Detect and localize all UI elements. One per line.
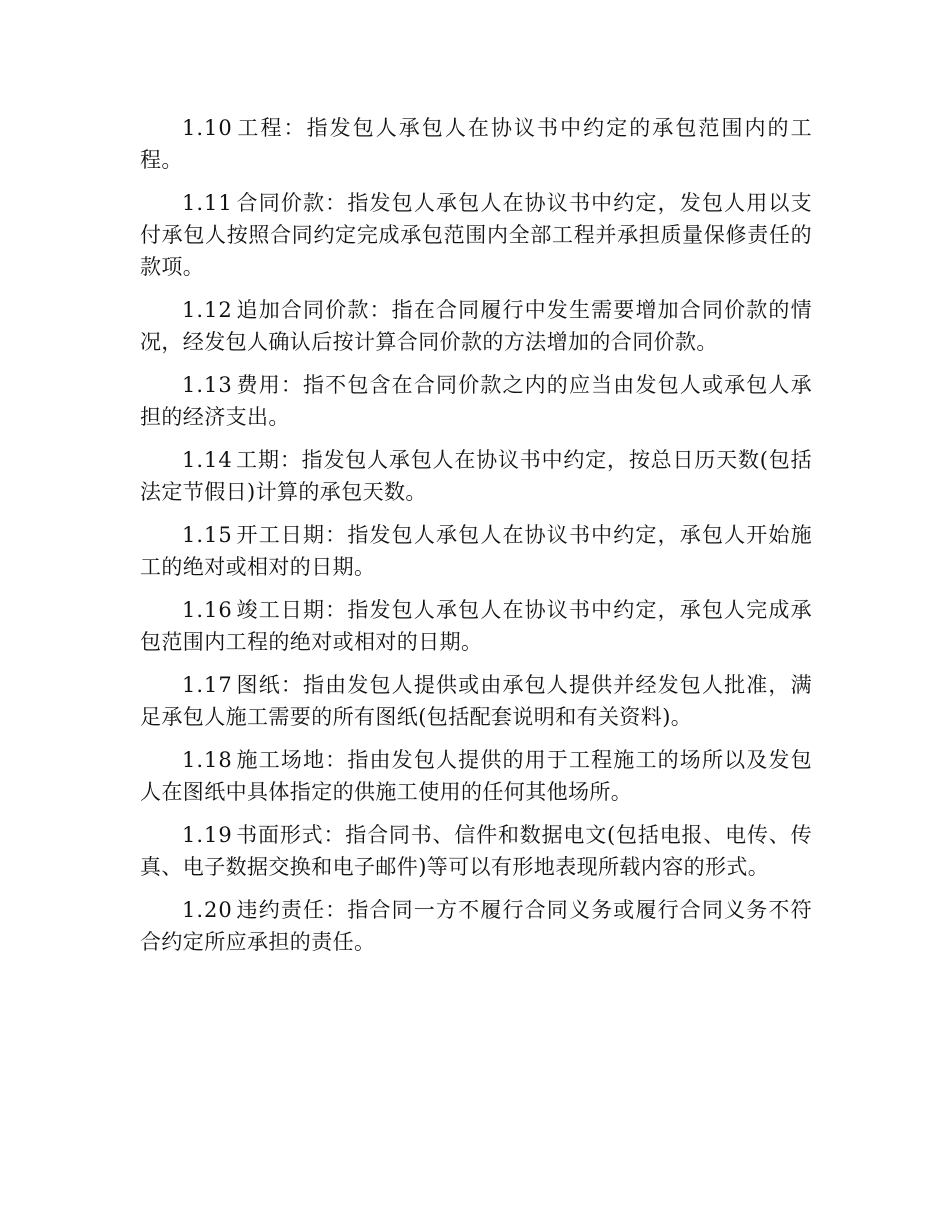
clause-1-16 (140, 594, 812, 658)
clause-1-11 (140, 187, 812, 283)
clause-number: 1.18 (182, 748, 233, 772)
clause-1-15 (140, 519, 812, 583)
clause-number: 1.14 (182, 448, 233, 472)
clause-1-12 (140, 294, 812, 358)
clause-1-19 (140, 819, 812, 883)
clause-text: 费用：指不包含在合同价款之内的应当由发包人或承包人承担的经济支出。 (140, 373, 812, 429)
clause-list (140, 112, 812, 969)
clause-number: 1.13 (182, 373, 233, 397)
clause-number: 1.15 (182, 523, 233, 547)
clause-text: 开工日期：指发包人承包人在协议书中约定，承包人开始施工的绝对或相对的日期。 (140, 523, 812, 579)
clause-number: 1.12 (182, 298, 233, 322)
clause-text: 施工场地：指由发包人提供的用于工程施工的场所以及发包人在图纸中具体指定的供施工使用的任何其他场所。 (140, 748, 812, 804)
clause-text: 竣工日期：指发包人承包人在协议书中约定，承包人完成承包范围内工程的绝对或相对的日期。 (140, 598, 812, 654)
clause-number: 1.19 (182, 823, 233, 847)
clause-text: 合同价款：指发包人承包人在协议书中约定，发包人用以支付承包人按照合同约定完成承包范围内全部工程并承担质量保修责任的款项。 (140, 191, 812, 279)
clause-text: 工期：指发包人承包人在协议书中约定，按总日历天数(包括法定节假日)计算的承包天数。 (140, 448, 812, 504)
clause-number: 1.20 (182, 898, 233, 922)
clause-1-18 (140, 744, 812, 808)
clause-text: 违约责任：指合同一方不履行合同义务或履行合同义务不符合约定所应承担的责任。 (140, 898, 812, 954)
clause-text: 工程：指发包人承包人在协议书中约定的承包范围内的工程。 (140, 116, 812, 172)
clause-number: 1.16 (182, 598, 233, 622)
clause-1-13 (140, 369, 812, 433)
clause-text: 书面形式：指合同书、信件和数据电文(包括电报、电传、传真、电子数据交换和电子邮件)等可以有形地表现所载内容的形式。 (140, 823, 812, 879)
clause-1-17 (140, 669, 812, 733)
clause-number: 1.11 (182, 191, 233, 215)
clause-1-14 (140, 444, 812, 508)
clause-1-20 (140, 894, 812, 958)
clause-1-10 (140, 112, 812, 176)
clause-number: 1.10 (182, 116, 233, 140)
clause-text: 追加合同价款：指在合同履行中发生需要增加合同价款的情况，经发包人确认后按计算合同价款的方法增加的合同价款。 (140, 298, 812, 354)
clause-number: 1.17 (182, 673, 233, 697)
clause-text: 图纸：指由发包人提供或由承包人提供并经发包人批准，满足承包人施工需要的所有图纸(包括配套说明和有关资料)。 (140, 673, 812, 729)
